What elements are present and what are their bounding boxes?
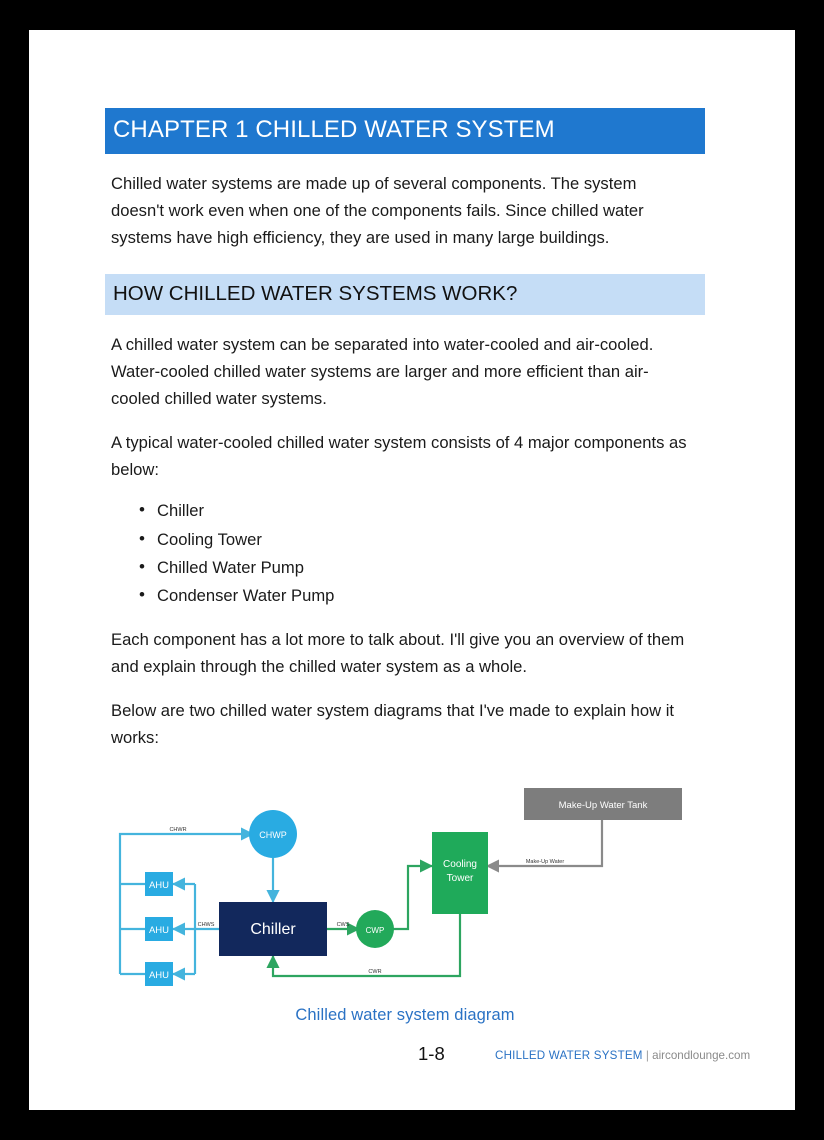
figure-chilled-water-diagram <box>105 774 705 1025</box>
section-paragraph-4: Below are two chilled water system diagrams that I've made to explain how it works: <box>111 701 675 747</box>
components-list <box>105 497 705 610</box>
page-content <box>105 108 705 1025</box>
label-cooling-tower-line1: Cooling <box>443 858 477 870</box>
label-chwp: CHWP <box>259 829 287 840</box>
label-pipe-cwr: CWR <box>368 968 382 975</box>
chapter-intro-paragraph: Chilled water systems are made up of several components. The system doesn't work even when one of the components fails. Since chilled water systems have high efficiency, they are used in many large buildings. <box>111 173 644 247</box>
footer-meta <box>495 1049 750 1062</box>
footer-separator: | <box>645 1049 649 1062</box>
label-ahu-1: AHU <box>148 879 170 891</box>
footer-website: aircondlounge.com <box>652 1049 751 1062</box>
footer-book-name: CHILLED WATER SYSTEM <box>495 1049 643 1062</box>
label-pipe-makeup-water: Make-Up Water <box>525 858 565 865</box>
page-number: 1-8 <box>418 1043 445 1064</box>
section-paragraph-1: A chilled water system can be separated into water-cooled and air-cooled. Water-cooled chilled water systems are larger and more efficient than air-cooled chilled water systems. <box>111 335 654 408</box>
label-makeup-water-tank: Make-Up Water Tank <box>558 799 648 811</box>
list-item: • Chiller <box>157 497 705 525</box>
pipe-chws <box>173 884 219 974</box>
label-cwp: CWP <box>365 925 385 935</box>
section-paragraph-2: A typical water-cooled chilled water system consists of 4 major components as below: <box>111 432 687 479</box>
page-footer <box>105 1040 751 1070</box>
list-item: • Chilled Water Pump <box>157 554 705 582</box>
label-pipe-chwr: CHWR <box>169 826 187 833</box>
chapter-title-banner: CHAPTER 1 CHILLED WATER SYSTEM <box>105 108 705 154</box>
list-item: • Cooling Tower <box>157 526 705 554</box>
label-pipe-cws: CWS <box>336 921 350 928</box>
label-chiller: Chiller <box>250 920 296 938</box>
diagram-canvas <box>105 774 705 994</box>
label-ahu-3: AHU <box>148 969 170 981</box>
figure-caption: Chilled water system diagram <box>295 1005 515 1024</box>
section-paragraph-3: Each component has a lot more to talk about. I'll give you an overview of them and explain through the chilled water system as a whole. <box>111 630 685 677</box>
label-cooling-tower-line2: Tower <box>446 872 474 884</box>
label-pipe-chws: CHWS <box>197 921 215 928</box>
list-item: • Condenser Water Pump <box>157 582 705 610</box>
section-title-banner: HOW CHILLED WATER SYSTEMS WORK? <box>105 274 705 316</box>
pipe-cwp-to-tower <box>391 866 432 929</box>
label-ahu-2: AHU <box>148 924 170 936</box>
document-page <box>29 30 795 1110</box>
